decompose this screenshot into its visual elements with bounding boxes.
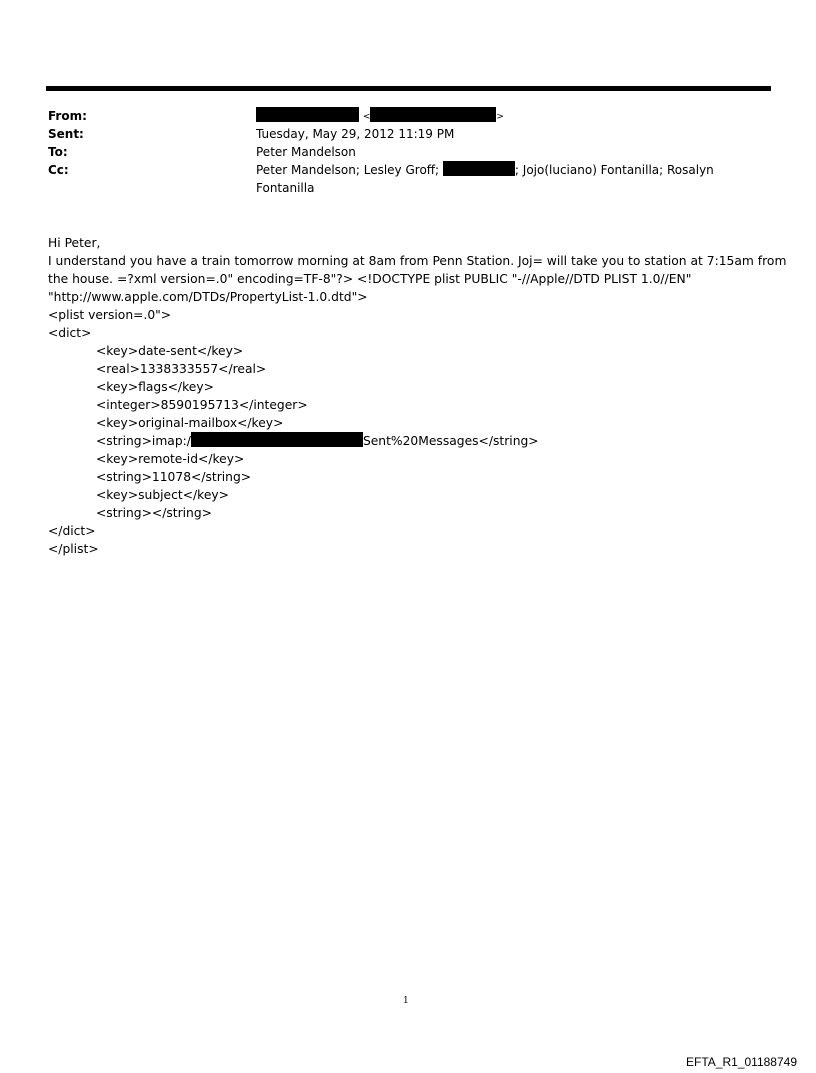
document-id: EFTA_R1_01188749: [686, 1055, 797, 1069]
email-body: [48, 234, 787, 558]
sent-value: Tuesday, May 29, 2012 11:19 PM: [256, 127, 455, 141]
body-line: the house. =?xml version=.0" encoding=TF-8"?> <!DOCTYPE plist PUBLIC "-//Apple//DTD PLIST 1.0//EN": [48, 272, 692, 286]
from-value: [256, 107, 756, 126]
to-label: To:: [48, 145, 68, 159]
xml-line: <key>remote-id</key>: [96, 452, 245, 466]
redaction-block: [256, 107, 359, 122]
xml-line: <string>11078</string>: [96, 470, 252, 484]
imap-prefix: <string>imap:/: [96, 434, 191, 448]
from-open-bracket: <: [362, 112, 371, 122]
body-line: I understand you have a train tomorrow morning at 8am from Penn Station. Joj= will take you to station at 7:15am from: [48, 254, 787, 268]
body-line: </plist>: [48, 542, 99, 556]
cc-recipients-line2: Fontanilla: [256, 181, 315, 195]
cc-recipients-part2: ; Jojo(luciano) Fontanilla; Rosalyn: [514, 163, 714, 177]
xml-line: <key>flags</key>: [96, 380, 214, 394]
xml-line-imap: [48, 432, 778, 450]
xml-line: <key>original-mailbox</key>: [96, 416, 284, 430]
page-number: 1: [403, 996, 409, 1006]
body-line: <dict>: [48, 326, 92, 340]
from-label: From:: [48, 109, 87, 123]
from-close-bracket: >: [496, 112, 504, 122]
xml-line: <key>date-sent</key>: [96, 344, 244, 358]
xml-line: <real>1338333557</real>: [96, 362, 267, 376]
greeting: Hi Peter,: [48, 236, 101, 250]
xml-line: <key>subject</key>: [96, 488, 229, 502]
cc-value: [256, 161, 756, 197]
redaction-block: [443, 161, 515, 176]
redaction-block: [191, 432, 363, 447]
body-line: "http://www.apple.com/DTDs/PropertyList-1.0.dtd">: [48, 290, 368, 304]
sent-label: Sent:: [48, 127, 84, 141]
body-line: <plist version=.0">: [48, 308, 172, 322]
cc-label: Cc:: [48, 163, 69, 177]
imap-suffix: Sent%20Messages</string>: [362, 434, 539, 448]
xml-line: <string></string>: [96, 506, 212, 520]
body-line: </dict>: [48, 524, 96, 538]
redaction-block: [370, 107, 496, 122]
xml-line: <integer>8590195713</integer>: [96, 398, 308, 412]
top-rule: [46, 86, 771, 91]
to-value: Peter Mandelson: [256, 145, 356, 159]
cc-recipients-part1: Peter Mandelson; Lesley Groff;: [256, 163, 440, 177]
